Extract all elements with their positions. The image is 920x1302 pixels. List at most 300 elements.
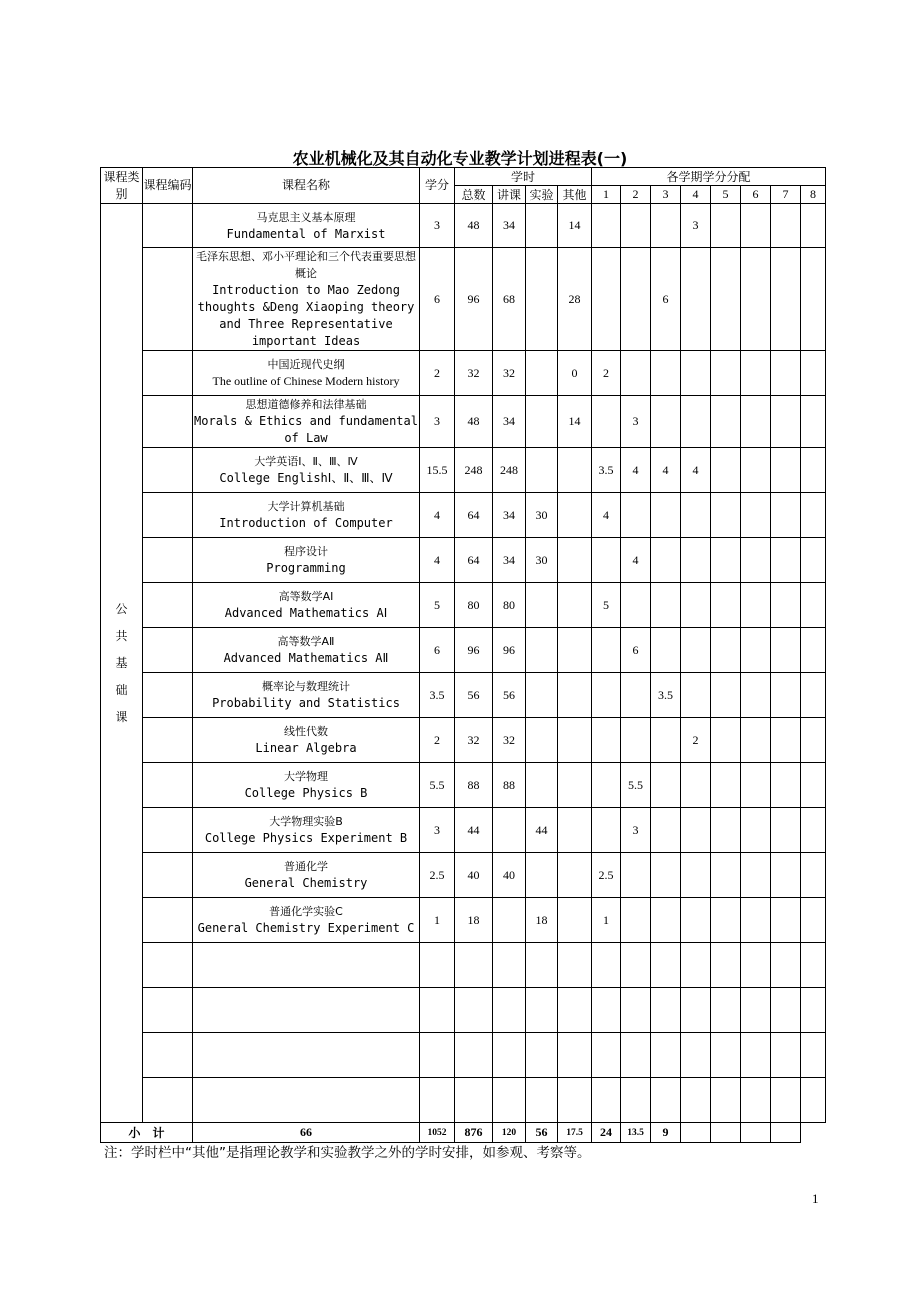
course-name bbox=[193, 808, 420, 853]
empty-cell bbox=[420, 943, 455, 988]
term-credit bbox=[771, 448, 801, 493]
empty-cell bbox=[455, 1033, 493, 1078]
course-code bbox=[143, 1033, 193, 1078]
term-credit bbox=[681, 248, 711, 351]
subtotal-row bbox=[101, 1123, 826, 1143]
subtotal-term bbox=[711, 1123, 741, 1143]
course-name-en: Probability and Statistics bbox=[212, 696, 400, 710]
course-credits: 5.5 bbox=[420, 763, 455, 808]
empty-cell bbox=[801, 943, 826, 988]
term-credit bbox=[592, 396, 621, 448]
table-row bbox=[101, 248, 826, 351]
course-lecture: 34 bbox=[493, 493, 526, 538]
course-lecture: 32 bbox=[493, 351, 526, 396]
page-number: 1 bbox=[812, 1191, 819, 1206]
empty-cell bbox=[455, 1078, 493, 1123]
course-code bbox=[143, 351, 193, 396]
term-credit: 4 bbox=[621, 538, 651, 583]
term-credit: 4 bbox=[681, 448, 711, 493]
term-credit bbox=[651, 351, 681, 396]
table-row bbox=[101, 853, 826, 898]
course-code bbox=[143, 396, 193, 448]
term-credit bbox=[741, 763, 771, 808]
category-char: 共 bbox=[115, 628, 128, 643]
term-credit: 3 bbox=[621, 396, 651, 448]
term-credit bbox=[771, 763, 801, 808]
course-lecture: 34 bbox=[493, 396, 526, 448]
course-total: 248 bbox=[455, 448, 493, 493]
course-credits: 5 bbox=[420, 583, 455, 628]
term-credit bbox=[801, 204, 826, 248]
course-name bbox=[193, 1033, 420, 1078]
course-code bbox=[143, 248, 193, 351]
header-term: 1 bbox=[592, 186, 621, 204]
course-other bbox=[558, 448, 592, 493]
course-other bbox=[558, 853, 592, 898]
empty-cell bbox=[651, 988, 681, 1033]
course-name-cn: 大学物理实验B bbox=[269, 815, 343, 828]
empty-cell bbox=[741, 1078, 771, 1123]
header-hours: 学时 bbox=[455, 168, 592, 186]
subtotal-other: 56 bbox=[526, 1123, 558, 1143]
course-total: 40 bbox=[455, 853, 493, 898]
term-credit bbox=[621, 853, 651, 898]
course-lecture: 96 bbox=[493, 628, 526, 673]
course-lab: 18 bbox=[526, 898, 558, 943]
term-credit: 4 bbox=[651, 448, 681, 493]
term-credit bbox=[621, 204, 651, 248]
header-hours-other: 其他 bbox=[558, 186, 592, 204]
term-credit bbox=[621, 718, 651, 763]
table-row bbox=[101, 493, 826, 538]
term-credit bbox=[651, 898, 681, 943]
course-name-cn: 思想道德修养和法律基础 bbox=[245, 398, 367, 411]
term-credit bbox=[741, 583, 771, 628]
term-credit: 5.5 bbox=[621, 763, 651, 808]
term-credit bbox=[592, 248, 621, 351]
course-lecture: 40 bbox=[493, 853, 526, 898]
empty-cell bbox=[526, 1033, 558, 1078]
term-credit: 1 bbox=[592, 898, 621, 943]
term-credit bbox=[741, 448, 771, 493]
term-credit bbox=[741, 673, 771, 718]
course-lecture: 56 bbox=[493, 673, 526, 718]
term-credit bbox=[651, 763, 681, 808]
term-credit bbox=[621, 898, 651, 943]
empty-cell bbox=[493, 988, 526, 1033]
empty-cell bbox=[801, 1033, 826, 1078]
course-name-en: College EnglishⅠ、Ⅱ、Ⅲ、Ⅳ bbox=[219, 471, 393, 485]
table-row bbox=[101, 808, 826, 853]
table-row bbox=[101, 583, 826, 628]
course-name-en: Introduction to Mao Zedong thoughts &Deng Xiaoping theory and Three Representative important Ideas bbox=[197, 283, 415, 348]
course-name-cn: 线性代数 bbox=[284, 725, 328, 738]
empty-cell bbox=[558, 943, 592, 988]
course-category bbox=[101, 204, 143, 1123]
header-hours-total: 总数 bbox=[455, 186, 493, 204]
term-credit bbox=[592, 808, 621, 853]
header-term: 8 bbox=[801, 186, 826, 204]
empty-cell bbox=[681, 943, 711, 988]
course-name bbox=[193, 583, 420, 628]
course-lecture: 68 bbox=[493, 248, 526, 351]
course-total: 96 bbox=[455, 628, 493, 673]
empty-cell bbox=[493, 943, 526, 988]
header-course-name: 课程名称 bbox=[193, 168, 420, 204]
course-total: 48 bbox=[455, 396, 493, 448]
category-char: 课 bbox=[115, 709, 128, 724]
course-code bbox=[143, 808, 193, 853]
course-name-en: General Chemistry Experiment C bbox=[197, 921, 415, 935]
term-credit bbox=[711, 763, 741, 808]
course-lab: 44 bbox=[526, 808, 558, 853]
course-name bbox=[193, 898, 420, 943]
term-credit bbox=[741, 204, 771, 248]
course-name-en: College Physics B bbox=[244, 786, 368, 800]
empty-cell bbox=[420, 1033, 455, 1078]
term-credit bbox=[771, 628, 801, 673]
empty-cell bbox=[771, 1033, 801, 1078]
term-credit bbox=[771, 583, 801, 628]
term-credit bbox=[711, 396, 741, 448]
term-credit bbox=[592, 628, 621, 673]
course-name bbox=[193, 538, 420, 583]
term-credit bbox=[711, 853, 741, 898]
course-name-cn: 高等数学AⅠ bbox=[278, 590, 334, 603]
term-credit bbox=[771, 248, 801, 351]
term-credit: 2.5 bbox=[592, 853, 621, 898]
term-credit bbox=[711, 808, 741, 853]
course-name bbox=[193, 493, 420, 538]
empty-cell bbox=[651, 943, 681, 988]
term-credit bbox=[801, 493, 826, 538]
subtotal-lab: 120 bbox=[493, 1123, 526, 1143]
term-credit bbox=[741, 351, 771, 396]
course-total: 18 bbox=[455, 898, 493, 943]
term-credit bbox=[592, 673, 621, 718]
course-name-cn: 大学物理 bbox=[284, 770, 328, 783]
term-credit bbox=[801, 538, 826, 583]
course-name bbox=[193, 943, 420, 988]
empty-cell bbox=[681, 1078, 711, 1123]
term-credit bbox=[621, 493, 651, 538]
course-other bbox=[558, 718, 592, 763]
empty-cell bbox=[711, 943, 741, 988]
term-credit bbox=[801, 808, 826, 853]
term-credit bbox=[801, 628, 826, 673]
empty-cell bbox=[493, 1033, 526, 1078]
empty-cell bbox=[592, 1078, 621, 1123]
footnote: 注：学时栏中“其他”是指理论教学和实验教学之外的学时安排，如参观、考察等。 bbox=[104, 1145, 591, 1161]
term-credit: 6 bbox=[651, 248, 681, 351]
term-credit bbox=[681, 763, 711, 808]
term-credit: 3.5 bbox=[592, 448, 621, 493]
empty-cell bbox=[526, 988, 558, 1033]
course-lecture bbox=[493, 808, 526, 853]
course-name bbox=[193, 763, 420, 808]
course-other bbox=[558, 763, 592, 808]
course-credits: 3 bbox=[420, 808, 455, 853]
term-credit bbox=[592, 538, 621, 583]
empty-cell bbox=[771, 988, 801, 1033]
course-total: 80 bbox=[455, 583, 493, 628]
term-credit bbox=[741, 808, 771, 853]
course-name-en: Programming bbox=[266, 561, 346, 575]
term-credit bbox=[801, 396, 826, 448]
header-term: 6 bbox=[741, 186, 771, 204]
term-credit bbox=[681, 538, 711, 583]
course-name bbox=[193, 448, 420, 493]
course-list bbox=[101, 204, 826, 1143]
course-other bbox=[558, 673, 592, 718]
term-credit bbox=[771, 853, 801, 898]
empty-cell bbox=[558, 1033, 592, 1078]
header-semester-distribution: 各学期学分分配 bbox=[592, 168, 826, 186]
term-credit bbox=[711, 493, 741, 538]
course-total: 56 bbox=[455, 673, 493, 718]
empty-cell bbox=[801, 988, 826, 1033]
category-char: 基 bbox=[115, 655, 128, 670]
course-code bbox=[143, 493, 193, 538]
empty-cell bbox=[455, 988, 493, 1033]
term-credit bbox=[711, 718, 741, 763]
subtotal-term bbox=[741, 1123, 771, 1143]
term-credit bbox=[801, 673, 826, 718]
course-credits: 4 bbox=[420, 493, 455, 538]
header-hours-lecture: 讲课 bbox=[493, 186, 526, 204]
course-total: 64 bbox=[455, 538, 493, 583]
course-other bbox=[558, 628, 592, 673]
term-credit bbox=[741, 493, 771, 538]
term-credit bbox=[681, 898, 711, 943]
term-credit bbox=[801, 248, 826, 351]
course-name-en: The outline of Chinese Modern history bbox=[212, 374, 400, 388]
category-char: 础 bbox=[115, 682, 128, 697]
course-name-cn: 中国近现代史纲 bbox=[267, 358, 345, 371]
course-name-cn: 大学英语Ⅰ、Ⅱ、Ⅲ、Ⅳ bbox=[254, 455, 358, 468]
empty-cell bbox=[455, 943, 493, 988]
course-name-cn: 普通化学 bbox=[284, 860, 328, 873]
subtotal-credits: 66 bbox=[193, 1123, 420, 1143]
page-title: 农业机械化及其自动化专业教学计划进程表(一) bbox=[292, 149, 628, 168]
header-credits: 学分 bbox=[420, 168, 455, 204]
term-credit bbox=[681, 673, 711, 718]
term-credit bbox=[771, 396, 801, 448]
empty-cell bbox=[621, 1033, 651, 1078]
table-row bbox=[101, 448, 826, 493]
term-credit: 3.5 bbox=[651, 673, 681, 718]
term-credit bbox=[592, 763, 621, 808]
term-credit bbox=[801, 718, 826, 763]
term-credit bbox=[771, 538, 801, 583]
course-name-cn: 大学计算机基础 bbox=[267, 500, 345, 513]
course-name-en: Linear Algebra bbox=[255, 741, 357, 755]
empty-cell bbox=[651, 1033, 681, 1078]
course-name-cn: 普通化学实验C bbox=[269, 905, 343, 918]
term-credit bbox=[651, 396, 681, 448]
empty-cell bbox=[651, 1078, 681, 1123]
course-name-cn: 概率论与数理统计 bbox=[262, 680, 350, 693]
course-credits: 2.5 bbox=[420, 853, 455, 898]
table-row bbox=[101, 396, 826, 448]
term-credit bbox=[771, 718, 801, 763]
course-lecture: 32 bbox=[493, 718, 526, 763]
table-row bbox=[101, 673, 826, 718]
table-row bbox=[101, 898, 826, 943]
term-credit bbox=[741, 898, 771, 943]
term-credit: 3 bbox=[621, 808, 651, 853]
empty-cell bbox=[711, 1033, 741, 1078]
term-credit bbox=[741, 628, 771, 673]
term-credit bbox=[741, 396, 771, 448]
course-lab bbox=[526, 583, 558, 628]
table-row bbox=[101, 718, 826, 763]
header-code: 课程编码 bbox=[143, 168, 193, 204]
empty-cell bbox=[741, 943, 771, 988]
course-lab bbox=[526, 718, 558, 763]
course-name-cn: 程序设计 bbox=[284, 545, 328, 558]
term-credit bbox=[621, 248, 651, 351]
course-credits: 15.5 bbox=[420, 448, 455, 493]
term-credit bbox=[711, 351, 741, 396]
header-term: 2 bbox=[621, 186, 651, 204]
empty-cell bbox=[592, 988, 621, 1033]
term-credit bbox=[681, 351, 711, 396]
term-credit bbox=[651, 204, 681, 248]
header-term: 4 bbox=[681, 186, 711, 204]
course-name-en: Advanced Mathematics AⅠ bbox=[224, 606, 388, 620]
term-credit bbox=[621, 673, 651, 718]
empty-cell bbox=[711, 988, 741, 1033]
empty-cell bbox=[592, 1033, 621, 1078]
course-code bbox=[143, 204, 193, 248]
term-credit bbox=[592, 204, 621, 248]
term-credit bbox=[801, 448, 826, 493]
term-credit bbox=[681, 583, 711, 628]
course-lab: 30 bbox=[526, 538, 558, 583]
course-code bbox=[143, 898, 193, 943]
term-credit bbox=[801, 898, 826, 943]
header-category: 课程类别 bbox=[101, 168, 143, 204]
table-row bbox=[101, 1033, 826, 1078]
category-char: 公 bbox=[115, 601, 128, 616]
term-credit bbox=[741, 853, 771, 898]
empty-cell bbox=[621, 1078, 651, 1123]
course-name bbox=[193, 204, 420, 248]
empty-cell bbox=[558, 988, 592, 1033]
subtotal-label: 小 计 bbox=[101, 1123, 193, 1143]
course-code bbox=[143, 673, 193, 718]
subtotal-term: 13.5 bbox=[621, 1123, 651, 1143]
term-credit bbox=[741, 248, 771, 351]
empty-cell bbox=[621, 943, 651, 988]
empty-cell bbox=[420, 988, 455, 1033]
course-name bbox=[193, 628, 420, 673]
course-name-en: College Physics Experiment B bbox=[204, 831, 408, 845]
course-lab: 30 bbox=[526, 493, 558, 538]
course-credits: 2 bbox=[420, 718, 455, 763]
empty-cell bbox=[681, 1033, 711, 1078]
term-credit bbox=[771, 898, 801, 943]
empty-cell bbox=[741, 988, 771, 1033]
term-credit bbox=[801, 583, 826, 628]
subtotal-lecture: 876 bbox=[455, 1123, 493, 1143]
term-credit bbox=[651, 628, 681, 673]
empty-cell bbox=[526, 943, 558, 988]
subtotal-term: 17.5 bbox=[558, 1123, 592, 1143]
course-credits: 1 bbox=[420, 898, 455, 943]
course-code bbox=[143, 718, 193, 763]
course-name-cn: 马克思主义基本原理 bbox=[256, 210, 356, 224]
subtotal-term bbox=[681, 1123, 711, 1143]
term-credit: 2 bbox=[681, 718, 711, 763]
course-lab bbox=[526, 396, 558, 448]
course-lecture bbox=[493, 898, 526, 943]
course-name bbox=[193, 248, 420, 351]
course-other bbox=[558, 583, 592, 628]
course-total: 48 bbox=[455, 204, 493, 248]
course-total: 32 bbox=[455, 718, 493, 763]
term-credit bbox=[711, 898, 741, 943]
term-credit bbox=[801, 351, 826, 396]
term-credit bbox=[621, 583, 651, 628]
course-name-en: Fundamental of Marxist bbox=[226, 226, 386, 241]
header-term: 3 bbox=[651, 186, 681, 204]
term-credit: 5 bbox=[592, 583, 621, 628]
term-credit bbox=[651, 493, 681, 538]
empty-cell bbox=[741, 1033, 771, 1078]
term-credit bbox=[681, 808, 711, 853]
course-name-cn: 毛泽东思想、邓小平理论和三个代表重要思想概论 bbox=[196, 250, 416, 280]
course-total: 44 bbox=[455, 808, 493, 853]
term-credit bbox=[711, 628, 741, 673]
table-row bbox=[101, 351, 826, 396]
course-total: 88 bbox=[455, 763, 493, 808]
course-total: 96 bbox=[455, 248, 493, 351]
course-lecture: 88 bbox=[493, 763, 526, 808]
header-term: 7 bbox=[771, 186, 801, 204]
course-name bbox=[193, 673, 420, 718]
term-credit: 4 bbox=[592, 493, 621, 538]
course-name bbox=[193, 988, 420, 1033]
course-lab bbox=[526, 673, 558, 718]
course-code bbox=[143, 583, 193, 628]
course-lab bbox=[526, 351, 558, 396]
course-credits: 6 bbox=[420, 248, 455, 351]
subtotal-term: 24 bbox=[592, 1123, 621, 1143]
course-other bbox=[558, 493, 592, 538]
term-credit: 2 bbox=[592, 351, 621, 396]
course-lab bbox=[526, 628, 558, 673]
term-credit bbox=[801, 763, 826, 808]
table-row bbox=[101, 538, 826, 583]
term-credit bbox=[711, 583, 741, 628]
term-credit bbox=[771, 673, 801, 718]
term-credit bbox=[711, 673, 741, 718]
term-credit bbox=[711, 538, 741, 583]
course-name bbox=[193, 853, 420, 898]
course-other bbox=[558, 898, 592, 943]
course-other: 0 bbox=[558, 351, 592, 396]
table-row bbox=[101, 988, 826, 1033]
table-row bbox=[101, 204, 826, 248]
course-name bbox=[193, 1078, 420, 1123]
term-credit bbox=[651, 718, 681, 763]
empty-cell bbox=[621, 988, 651, 1033]
term-credit bbox=[801, 853, 826, 898]
table-row bbox=[101, 628, 826, 673]
course-lecture: 34 bbox=[493, 204, 526, 248]
